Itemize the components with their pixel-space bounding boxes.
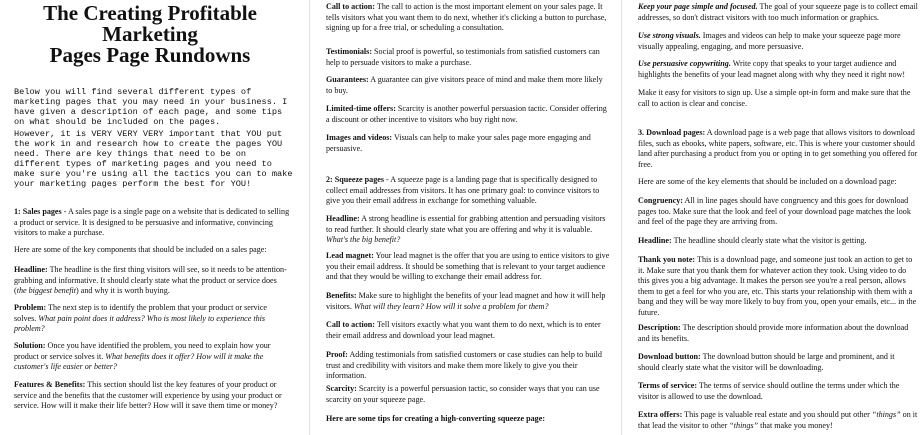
- components-intro: Here are some of the key components that should be included on a sales page:: [14, 245, 267, 254]
- limited-time-offers-item: [326, 104, 610, 125]
- item-text: All in line pages should have congruency and this goes for download pages too. Make sure that the look and feel of your download page matches the look and feel of the page they are arriving from.: [638, 196, 911, 227]
- item-text: The description should provide more information about the download and its benefits.: [638, 323, 909, 343]
- proof-item: [326, 350, 610, 382]
- item-label: Benefits:: [326, 291, 357, 300]
- item-text: The download button should be large and prominent, and it should clearly state what the visitor will be downloading.: [638, 352, 895, 372]
- section-heading: 3. Download pages:: [638, 128, 706, 137]
- item-label: Images and videos:: [326, 133, 393, 142]
- item-label: Guarantees:: [326, 75, 369, 84]
- features-benefits-item: [14, 380, 290, 412]
- item-text: A guarantee can give visitors peace of mind and make them more likely to buy.: [326, 75, 603, 95]
- item-text: A strong headline is essential for grabbing attention and persuading visitors to read further. It should clearly state what you are offering and why it is valuable.: [326, 214, 606, 234]
- tip-text: The goal of your squeeze page is to collect email addresses, so don't distract visitors with too much information or graphics.: [638, 2, 918, 22]
- item-label: Headline:: [326, 214, 360, 223]
- item-label: Scarcity:: [326, 384, 357, 393]
- section-text: A download page is a web page that allows visitors to download files, such as ebooks, white papers, software, etc. This is where your customer should land after purchasing a product from you or opting in to get something you offered for free.: [638, 128, 918, 169]
- page-title: [0, 3, 300, 66]
- squeeze-cta-item: [326, 320, 610, 341]
- item-text: that make you money!: [758, 420, 833, 430]
- title-line: Marketing: [102, 22, 198, 46]
- section-heading: Here are some tips for creating a high-converting squeeze page:: [326, 414, 546, 423]
- item-label: Download button:: [638, 352, 701, 361]
- congruency-item: [638, 196, 918, 228]
- item-italic: the biggest benefit: [16, 286, 77, 296]
- download-pages-section: [638, 128, 918, 170]
- item-text: Your lead magnet is the offer that you are using to entice visitors to give you their email address. It should be something that is relevant to your target audience and that they would be willing to exchange their email address for.: [326, 251, 610, 282]
- item-label: Features & Benefits:: [14, 380, 86, 389]
- item-text: Adding testimonials from satisfied customers or case studies can help to build trust and credibility with visitors and make them more likely to give you their information.: [326, 350, 602, 381]
- section-heading: 2: Squeeze pages: [326, 175, 384, 184]
- item-label: Description:: [638, 323, 681, 332]
- item-label: Call to action:: [326, 2, 376, 11]
- item-text: Once you have identified the problem, you need to explain how your product or service solves it.: [14, 341, 271, 361]
- intro-line: the work in and research how to create the pages YOU: [14, 139, 283, 149]
- item-text: The headline is the first thing visitors will see, so it needs to be attention-grabbing and informative. It should clearly state what the product or service does (: [14, 265, 287, 296]
- squeeze-headline-item: [326, 214, 610, 246]
- benefits-item: [326, 291, 610, 312]
- column-divider: [309, 0, 310, 435]
- tip-text: Images and videos can help to make your squeeze page more visually appealing, engaging, and more persuasive.: [638, 31, 901, 51]
- intro-line: marketing pages that you may need in your business. I: [14, 97, 288, 107]
- item-text: Scarcity is a powerful persuasion tactic, so consider ways that you can use scarcity on your squeeze page.: [326, 384, 600, 404]
- item-label: Thank you note:: [638, 255, 696, 264]
- download-headline-item: [638, 236, 918, 247]
- item-label: Solution:: [14, 341, 46, 350]
- intro-line: your marketing pages perform the best for YOU!: [14, 179, 252, 189]
- tip-text: Write copy that speaks to your target audience and highlights the benefits of your lead magnet along with why they need it right now!: [638, 59, 906, 79]
- item-label: Terms of service:: [638, 381, 698, 390]
- tip-copywriting: [638, 59, 918, 80]
- column-divider: [621, 0, 622, 435]
- testimonials-item: [326, 47, 610, 68]
- item-text: The call to action is the most important element on your sales page. It tells visitors what you want them to do next, whether it's clicking a button to purchase, signing up for a free trial, or scheduling a consultation.: [326, 2, 607, 33]
- intro-paragraph-1: [0, 87, 287, 127]
- images-videos-item: [326, 133, 610, 154]
- title-line: Pages Page Rundowns: [49, 43, 251, 67]
- scarcity-item: [326, 384, 610, 405]
- description-item: [638, 323, 918, 344]
- intro-line: need. There are key things that need to be on: [14, 149, 247, 159]
- item-text: This page is valuable real estate and you should put other: [682, 410, 872, 419]
- item-text: The next step is to identify the problem that your product or service solves.: [14, 303, 268, 323]
- thank-you-note-item: [638, 255, 918, 319]
- column-2: [318, 0, 614, 435]
- item-label: Testimonials:: [326, 47, 373, 56]
- item-italic: What will they learn? How will it solve a problem for them?: [353, 301, 549, 311]
- intro-line: on what should be included on the pages.: [14, 117, 221, 127]
- tip-label: Keep your page simple and focused.: [638, 2, 758, 11]
- column-3: [630, 0, 920, 435]
- sales-pages-section: [14, 207, 290, 239]
- item-text: Tell visitors exactly what you want them to do next, which is to enter their email address and download your lead magnet.: [326, 320, 601, 340]
- item-italic: “things”: [871, 410, 901, 419]
- intro-line: make sure you're using all the tactics you can to make: [14, 169, 293, 179]
- item-italic: “things”: [729, 420, 759, 430]
- intro-paragraph-2: [0, 129, 292, 189]
- intro-line: Below you will find several different types of: [14, 87, 252, 97]
- column-1: [0, 0, 300, 435]
- item-text: This section should list the key features of your product or service and the benefits that the customer will experience by using your product or service. How will it make their life better? How will it save them time or money?: [14, 380, 282, 411]
- intro-line: However, it is VERY VERY VERY important that YOU put: [14, 129, 283, 139]
- item-text: ) and why it is worth buying.: [76, 286, 170, 296]
- intro-line: different types of marketing pages and you need to: [14, 159, 272, 169]
- tip-label: Use strong visuals.: [638, 31, 701, 40]
- tip-label: Use persuasive copywriting.: [638, 59, 731, 68]
- item-label: Limited-time offers:: [326, 104, 396, 113]
- item-text: on it that lead the visitor to other: [638, 410, 918, 430]
- terms-of-service-item: [638, 381, 918, 402]
- item-label: Problem:: [14, 303, 47, 312]
- section-text: - A sales page is a single page on a website that is dedicated to selling a product or service. It is designed to be persuasive and informative, convincing visitors to make a purchase.: [14, 207, 290, 238]
- item-italic: What benefits does it offer? How will it make the customer's life easier or better?: [14, 351, 264, 372]
- tip-simple: [638, 2, 918, 23]
- tip-easy-signup: Make it easy for visitors to sign up. Use a simple opt-in form and make sure that the call to action is clear and concise.: [638, 88, 911, 108]
- intro-line: have given a description of each page, and some tips: [14, 107, 283, 117]
- key-elements-intro: Here are some of the key elements that should be included on a download page:: [638, 177, 897, 186]
- item-italic: What pain point does it address? Who is most likely to experience this problem?: [14, 313, 266, 334]
- tips-heading: [326, 414, 610, 425]
- item-label: Congruency:: [638, 196, 683, 205]
- tip-visuals: [638, 31, 918, 52]
- lead-magnet-item: [326, 251, 610, 283]
- item-text: Make sure to highlight the benefits of your lead magnet and how it will help visitors.: [326, 291, 606, 311]
- download-button-item: [638, 352, 918, 373]
- squeeze-pages-section: [326, 175, 610, 207]
- extra-offers-item: [638, 410, 918, 431]
- item-label: Proof:: [326, 350, 348, 359]
- cta-item: [326, 2, 610, 34]
- item-italic: What's the big benefit?: [326, 235, 401, 245]
- item-label: Extra offers:: [638, 410, 683, 419]
- item-text: Visuals can help to make your sales page more engaging and persuasive.: [326, 133, 591, 153]
- solution-item: [14, 341, 290, 373]
- item-label: Headline:: [638, 236, 672, 245]
- guarantees-item: [326, 75, 610, 96]
- problem-item: [14, 303, 290, 335]
- item-label: Call to action:: [326, 320, 376, 329]
- headline-item: [14, 265, 290, 297]
- item-label: Lead magnet:: [326, 251, 374, 260]
- item-text: This is a download page, and someone just took an action to get to it. Make sure that you thank them for whatever action they took. Using video to do this gives you a big advantage. It makes the person see you're a real person, allows them to get a feel for who you are, etc. This starts your relationship with them with a bang and they will be way more likely to buy from you, open your emails, etc... in the future.: [638, 255, 917, 317]
- item-text: The headline should clearly state what the visitor is getting.: [671, 236, 867, 245]
- item-text: Scarcity is another powerful persuasion tactic. Consider offering a discount or other incentive to visitors who buy right now.: [326, 104, 607, 124]
- item-text: The terms of service should outline the terms under which the visitor is allowed to use the download.: [638, 381, 900, 401]
- item-label: Headline:: [14, 265, 48, 274]
- section-text: - A squeeze page is a landing page that is specifically designed to collect email addresses from visitors. It has one primary goal: to convince visitors to give you their email address in exchange for something valuable.: [326, 175, 600, 206]
- item-text: Social proof is powerful, so testimonials from satisfied customers can help to persuade visitors to make a purchase.: [326, 47, 600, 67]
- section-heading: 1: Sales pages: [14, 207, 62, 216]
- title-line: The Creating Profitable: [43, 1, 257, 25]
